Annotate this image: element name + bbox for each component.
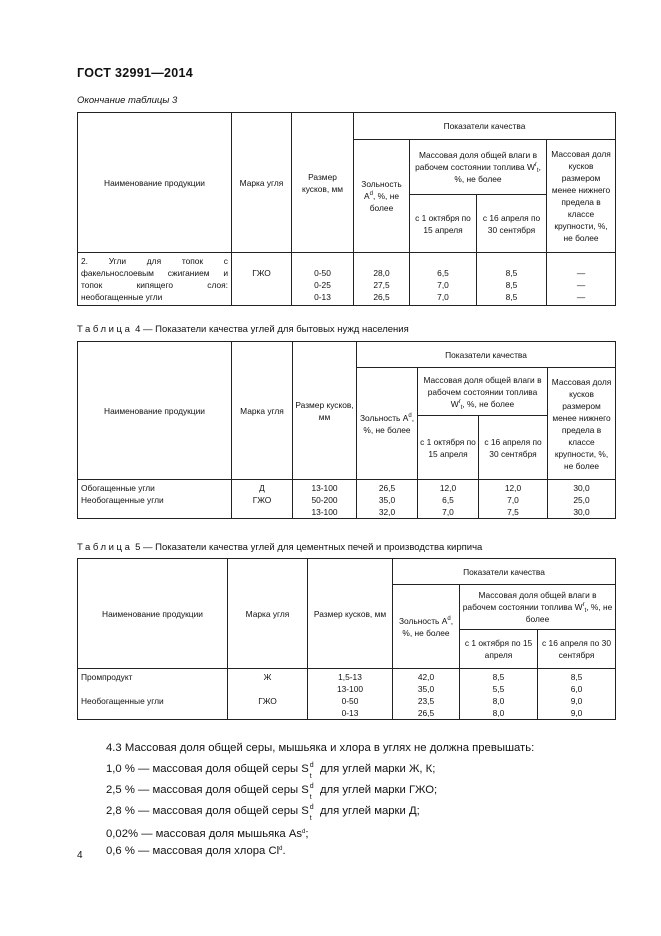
table5-header-ash: Зольность $A^d$, %, не более bbox=[393, 585, 460, 669]
table5-header-grade: Марка угля bbox=[228, 559, 308, 669]
table5-moisture1: 8,5 5,5 8,0 8,0 bbox=[460, 669, 538, 720]
sulfur-limit-2: 2,5 % — массовая доля общей серы S d t для углей марки ГЖО; bbox=[106, 783, 438, 801]
table5-ash: 42,0 35,0 23,5 26,5 bbox=[393, 669, 460, 720]
sulfur-limit-3: 2,8 % — массовая доля общей серы S d t для углей марки Д; bbox=[106, 804, 420, 822]
table-row bbox=[78, 253, 616, 306]
sulfur-limit-1: 1,0 % — массовая доля общей серы S d t для углей марки Ж, К; bbox=[106, 762, 436, 780]
page-number: 4 bbox=[77, 850, 83, 861]
table3-header-moisture: Массовая доля общей влаги в рабочем состоянии топлива $W^r_t$, %, не более bbox=[410, 140, 547, 195]
table3-header-name: Наименование продукции bbox=[78, 113, 232, 253]
table4-header-fines: Массовая доля кусков размером менее нижнего предела в классе крупности, %, не более bbox=[548, 368, 616, 480]
table4-sizes: 13-100 50-200 13-100 bbox=[293, 480, 357, 519]
table3-header-grade: Марка угля bbox=[232, 113, 292, 253]
table4-caption: Таблица 4 — Показатели качества углей для бытовых нужд населения bbox=[77, 324, 409, 335]
table5-names: Промпродукт Необогащенные угли bbox=[78, 669, 228, 720]
section-4-3-heading: 4.3 Массовая доля общей серы, мышьяка и хлора в углях не должна превышать: bbox=[106, 742, 535, 754]
table4-moisture2: 12,0 7,0 7,5 bbox=[479, 480, 548, 519]
table5-grades: Ж ГЖО bbox=[228, 669, 308, 720]
table4-header-quality: Показатели качества bbox=[357, 342, 616, 368]
table5-header-period1: с 1 октября по 15 апреля bbox=[460, 630, 538, 669]
table3-header-ash: Зольность $A^d$, %, не более bbox=[354, 140, 410, 253]
table4-header-moisture: Массовая доля общей влаги в рабочем состоянии топлива $W^r_t$, %, не более bbox=[418, 368, 548, 416]
table4-header-name: Наименование продукции bbox=[78, 342, 232, 480]
table3 bbox=[77, 112, 616, 306]
table3-row-moisture2: 8,5 8,5 8,5 bbox=[477, 253, 547, 306]
table3-row-fines: — — — bbox=[547, 253, 616, 306]
table5-header-period2: с 16 апреля по 30 сентября bbox=[538, 630, 616, 669]
table4-header-ash: Зольность $A^d$, %, не более bbox=[357, 368, 418, 480]
table5 bbox=[77, 558, 616, 720]
table5-moisture2: 8,5 6,0 9,0 9,0 bbox=[538, 669, 616, 720]
chlorine-limit: 0,6 % — массовая доля хлора Cl$^d$. bbox=[106, 845, 286, 857]
table5-header-moisture: Массовая доля общей влаги в рабочем состоянии топлива $W^r_t$, %, не более bbox=[460, 585, 616, 630]
table3-row-sizes: 0-50 0-25 0-13 bbox=[292, 253, 354, 306]
document-title: ГОСТ 32991—2014 bbox=[77, 66, 194, 80]
table4-moisture1: 12,0 6,5 7,0 bbox=[418, 480, 479, 519]
table5-caption: Таблица 5 — Показатели качества углей для цементных печей и производства кирпича bbox=[77, 542, 483, 553]
table3-row-ash: 28,0 27,5 26,5 bbox=[354, 253, 410, 306]
table4-header-period1: с 1 октября по 15 апреля bbox=[418, 416, 479, 480]
table5-header-size: Размер кусков, мм bbox=[308, 559, 393, 669]
table5-header-quality: Показатели качества bbox=[393, 559, 616, 585]
table5-sizes: 1,5-13 13-100 0-50 0-13 bbox=[308, 669, 393, 720]
table3-caption: Окончание таблицы 3 bbox=[77, 95, 178, 106]
table3-header-period2: с 16 апреля по 30 сентября bbox=[477, 195, 547, 253]
table3-header-fines: Массовая доля кусков размером менее нижнего предела в классе крупности, %, не более bbox=[547, 140, 616, 253]
table4-header-size: Размер кусков, мм bbox=[293, 342, 357, 480]
table3-header-size: Размер кусков, мм bbox=[292, 113, 354, 253]
table3-row-name: 2. Угли для топок с факельнослоевым сжиганием и топок кипящего слоя: необогащенные угли bbox=[78, 253, 232, 306]
table4-ash: 26,5 35,0 32,0 bbox=[357, 480, 418, 519]
table4-grades: Д ГЖО bbox=[232, 480, 293, 519]
table3-row-grade: ГЖО bbox=[232, 253, 292, 306]
table4-header-grade: Марка угля bbox=[232, 342, 293, 480]
table-row bbox=[78, 669, 616, 720]
table3-header-period1: с 1 октября по 15 апреля bbox=[410, 195, 477, 253]
section-4-3 bbox=[106, 738, 534, 860]
table3-header-quality: Показатели качества bbox=[354, 113, 616, 140]
table4-header-period2: с 16 апреля по 30 сентября bbox=[479, 416, 548, 480]
table4-names: Обогащенные угли Необогащенные угли bbox=[78, 480, 232, 519]
table4-fines: 30,0 25,0 30,0 bbox=[548, 480, 616, 519]
arsenic-limit: 0,02% — массовая доля мышьяка As$^d$; bbox=[106, 828, 309, 840]
table5-header-name: Наименование продукции bbox=[78, 559, 228, 669]
table4 bbox=[77, 341, 616, 519]
table3-row-moisture1: 6,5 7,0 7,0 bbox=[410, 253, 477, 306]
table-row bbox=[78, 480, 616, 519]
